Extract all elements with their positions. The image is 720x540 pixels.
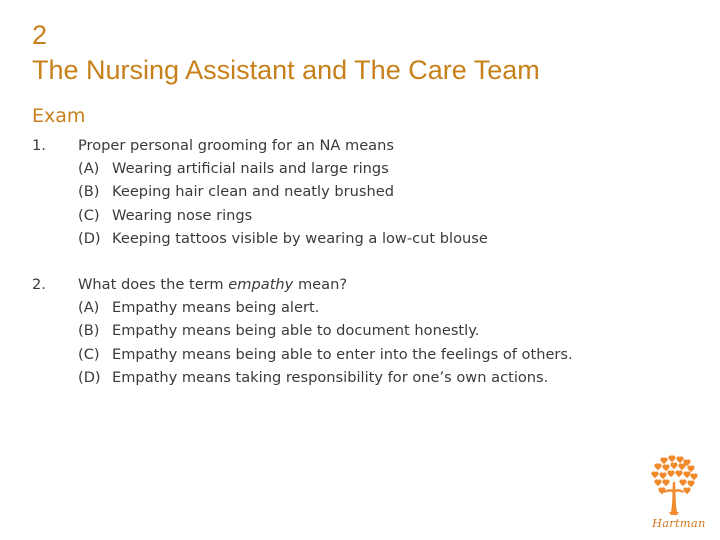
option-text: Empathy means being able to document honestly. bbox=[112, 322, 480, 340]
option-letter: (A) bbox=[78, 299, 100, 317]
answer-option bbox=[32, 157, 692, 180]
stem-text: What does the term bbox=[78, 276, 229, 293]
question-stem-line bbox=[32, 273, 692, 296]
stem-emphasis: empathy bbox=[228, 276, 294, 293]
question-number: 2. bbox=[32, 276, 46, 293]
question-stem bbox=[78, 273, 347, 296]
stem-text: mean? bbox=[293, 276, 348, 293]
slide-title bbox=[32, 18, 692, 88]
option-text: Wearing artificial nails and large rings bbox=[112, 160, 389, 178]
option-text: Keeping tattoos visible by wearing a low-cut blouse bbox=[112, 229, 488, 247]
answer-option bbox=[32, 227, 692, 250]
stem-text: Proper personal grooming for an NA means bbox=[78, 137, 394, 154]
answer-option bbox=[32, 180, 692, 203]
option-text: Empathy means being alert. bbox=[112, 299, 320, 317]
answer-option bbox=[32, 319, 692, 342]
option-text: Wearing nose rings bbox=[112, 206, 253, 224]
option-letter: (B) bbox=[78, 322, 100, 340]
answer-option bbox=[32, 343, 692, 366]
question-1 bbox=[32, 134, 692, 250]
answer-option bbox=[32, 204, 692, 227]
chapter-title: The Nursing Assistant and The Care Team bbox=[32, 55, 540, 85]
hartman-logo bbox=[636, 454, 714, 534]
option-letter: (D) bbox=[78, 368, 101, 386]
answer-option bbox=[32, 366, 692, 389]
option-text: Keeping hair clean and neatly brushed bbox=[112, 183, 394, 201]
option-letter: (C) bbox=[78, 206, 100, 224]
option-letter: (B) bbox=[78, 183, 100, 201]
question-2 bbox=[32, 273, 692, 389]
option-letter: (D) bbox=[78, 229, 101, 247]
chapter-number: 2 bbox=[32, 20, 48, 50]
question-stem bbox=[78, 134, 394, 157]
logo-wordmark: Hartman bbox=[652, 516, 706, 530]
question-stem-line bbox=[32, 134, 692, 157]
question-number: 1. bbox=[32, 137, 46, 154]
section-heading: Exam bbox=[32, 105, 86, 127]
answer-option bbox=[32, 296, 692, 319]
option-text: Empathy means taking responsibility for one’s own actions. bbox=[112, 368, 549, 386]
option-letter: (C) bbox=[78, 345, 100, 363]
option-letter: (A) bbox=[78, 160, 100, 178]
option-text: Empathy means being able to enter into the feelings of others. bbox=[112, 345, 573, 363]
